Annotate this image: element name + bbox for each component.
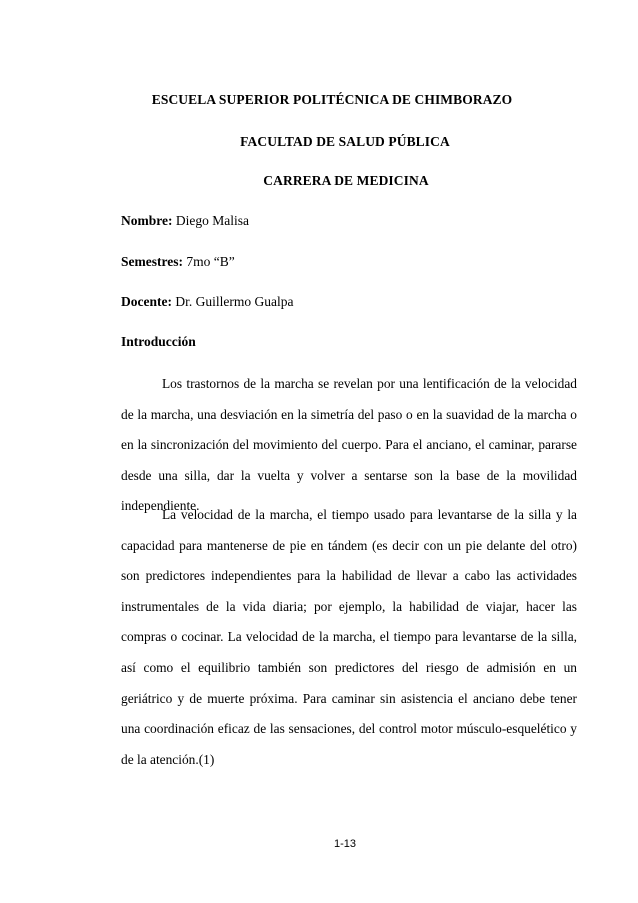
faculty-heading: FACULTAD DE SALUD PÚBLICA <box>240 134 450 149</box>
career-heading: CARRERA DE MEDICINA <box>263 173 429 188</box>
name-label: Nombre: <box>121 213 173 228</box>
teacher-value: Dr. Guillermo Gualpa <box>171 294 294 309</box>
teacher-field <box>121 294 293 310</box>
name-field <box>121 213 249 229</box>
semester-value: 7mo “B” <box>182 254 235 269</box>
page-number: 1-13 <box>333 838 357 850</box>
name-value: Diego Malisa <box>172 213 249 228</box>
semester-field <box>121 254 235 270</box>
paragraph: Los trastornos de la marcha se revelan por una lentificación de la velocidad de la marcha, una desviación en la simetría del paso o en la suavidad de la marcha o en la sincronización del movimiento del cuerpo. Para el anciano, el caminar, pararse desde una silla, dar la vuelta y volver a sentarse son la base de la movilidad independiente. <box>121 376 577 514</box>
teacher-label: Docente: <box>121 294 172 309</box>
paragraph: La velocidad de la marcha, el tiempo usado para levantarse de la silla y la capacidad para mantenerse de pie en tándem (es decir con un pie delante del otro) son predictores independientes para la habilidad de llevar a cabo las actividades instrumentales de la vida diaria; por ejemplo, la habilidad de viajar, hacer las compras o cocinar. La velocidad de la marcha, el tiempo para levantarse de la silla, así como el equilibrio también son predictores del riesgo de admisión en un geriátrico y de muerte próxima. Para caminar sin asistencia el anciano debe tener una coordinación eficaz de las sensaciones, del control motor músculo-esquelético y de la atención.(1) <box>121 507 577 767</box>
semester-label: Semestres: <box>121 254 183 269</box>
institution-heading: ESCUELA SUPERIOR POLITÉCNICA DE CHIMBORAZO <box>151 92 513 107</box>
section-title: Introducción <box>121 334 196 349</box>
